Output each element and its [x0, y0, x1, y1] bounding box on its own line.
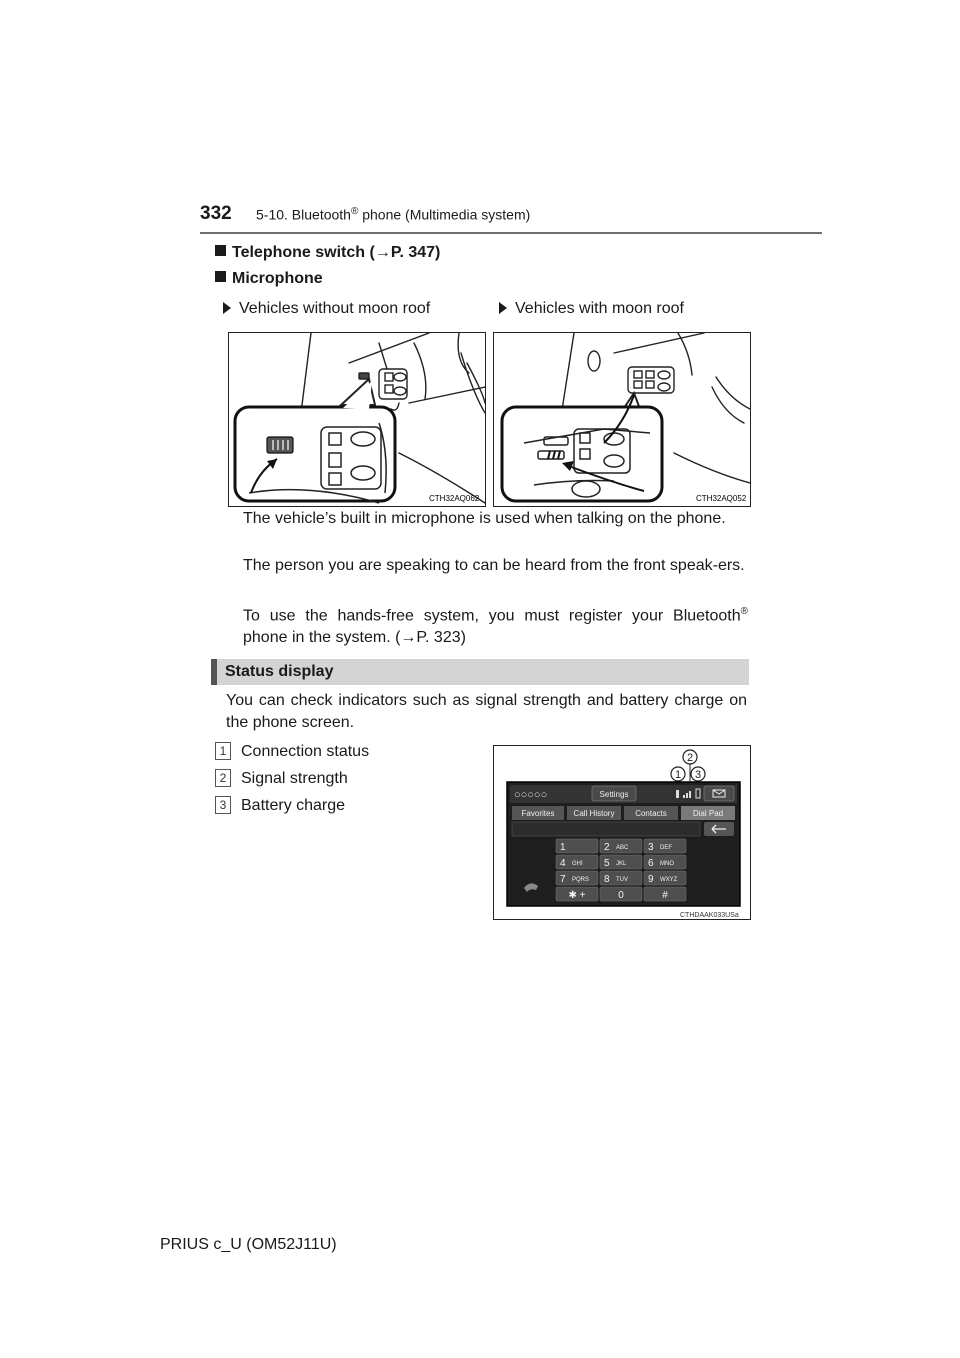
dial-key-letters: JKL — [616, 861, 627, 867]
square-bullet-icon — [215, 271, 226, 282]
dial-key-digit: 1 — [560, 842, 566, 853]
list-item: 3 Battery charge — [215, 796, 345, 815]
square-bullet-icon — [215, 245, 226, 256]
tab-dial-pad-label: Dial Pad — [692, 809, 724, 818]
number-box-icon: 2 — [215, 769, 231, 787]
heading-bar-edge — [211, 659, 217, 685]
dial-key-letters: WXYZ — [660, 877, 678, 883]
dial-key-digit: 9 — [648, 874, 654, 885]
status-display-heading-bar — [211, 659, 749, 685]
mic-illustration-right — [494, 333, 750, 506]
number-box-icon: 3 — [215, 796, 231, 814]
section-prefix: 5-10. Bluetooth — [256, 206, 351, 223]
screen-top-dots: ○○○○○ — [514, 789, 548, 801]
dial-key-digit: 3 — [648, 842, 654, 853]
dial-key-digit: ✱ + — [568, 890, 586, 901]
dial-key-digit: 0 — [618, 890, 624, 901]
label-with-moonroof: Vehicles with moon roof — [499, 300, 684, 318]
callout-3-label: 3 — [694, 769, 702, 781]
figure-mic-without-moonroof — [228, 332, 486, 507]
status-display-intro: You can check indicators such as signal strength and battery charge on the phone screen. — [226, 692, 747, 731]
footer-model: PRIUS c_U (OM52J11U) — [160, 1236, 337, 1253]
figure-mic-with-moonroof — [493, 332, 751, 507]
list-item: 2 Signal strength — [215, 769, 348, 788]
registered-mark: ® — [350, 206, 359, 217]
figure-code-left: CTH32AQ062 — [429, 494, 480, 503]
callout-2-label: 2 — [686, 752, 694, 764]
dial-key-digit: 7 — [560, 874, 566, 885]
section-title — [256, 206, 530, 223]
dial-key-digit: 2 — [604, 842, 610, 853]
dial-key-letters: PQRS — [572, 877, 590, 883]
dial-key-digit: # — [662, 890, 668, 901]
label-without-moonroof: Vehicles without moon roof — [223, 300, 430, 318]
figure-phone-screen — [493, 745, 751, 920]
tab-contacts-label: Contacts — [635, 809, 667, 818]
microphone-para-1: The vehicle’s built in microphone is used when talking on the phone. — [243, 510, 726, 527]
mic-illustration-left — [229, 333, 485, 506]
dial-key-letters: DEF — [660, 845, 672, 851]
signal-strength-icon — [683, 795, 685, 798]
list-item: 1 Connection status — [215, 742, 369, 761]
figure-code-screen: CTHDAAK033USa — [680, 912, 739, 919]
telephone-switch-heading: Telephone switch (→P. 347) — [215, 244, 440, 262]
microphone-para-2: The person you are speaking to can be heard from the front speak-ers. — [243, 557, 745, 574]
dial-key-letters: MNO — [660, 861, 674, 867]
microphone-para-3: To use the hands-free system, you must register your Bluetooth® phone in the system. (→P. 323) — [243, 606, 748, 647]
dial-key-digit: 4 — [560, 858, 566, 869]
connection-status-icon — [676, 790, 679, 798]
dial-key-digit: 5 — [604, 858, 610, 869]
tab-favorites-label: Favorites — [521, 809, 555, 818]
registered-mark: ® — [740, 606, 748, 617]
dial-key-digit: 6 — [648, 858, 654, 869]
callout-1-label: 1 — [674, 769, 682, 781]
triangle-bullet-icon — [223, 302, 231, 314]
section-suffix: phone (Multimedia system) — [358, 206, 531, 223]
tab-call-history-label: Call History — [573, 809, 615, 818]
phone-screen-illustration — [494, 746, 750, 919]
microphone-heading: Microphone — [215, 270, 323, 288]
dial-key-letters: ABC — [616, 845, 629, 851]
page-number: 332 — [200, 203, 232, 224]
status-display-title: Status display — [225, 663, 334, 680]
number-box-icon: 1 — [215, 742, 231, 760]
dial-number-field — [512, 822, 700, 836]
dial-key-digit: 8 — [604, 874, 610, 885]
triangle-bullet-icon — [499, 302, 507, 314]
figure-code-right: CTH32AQ052 — [696, 494, 747, 503]
settings-label: Settings — [599, 790, 629, 799]
header-rule — [200, 232, 822, 234]
dial-key-letters: TUV — [616, 877, 628, 883]
dial-key-letters: GHI — [572, 861, 583, 867]
